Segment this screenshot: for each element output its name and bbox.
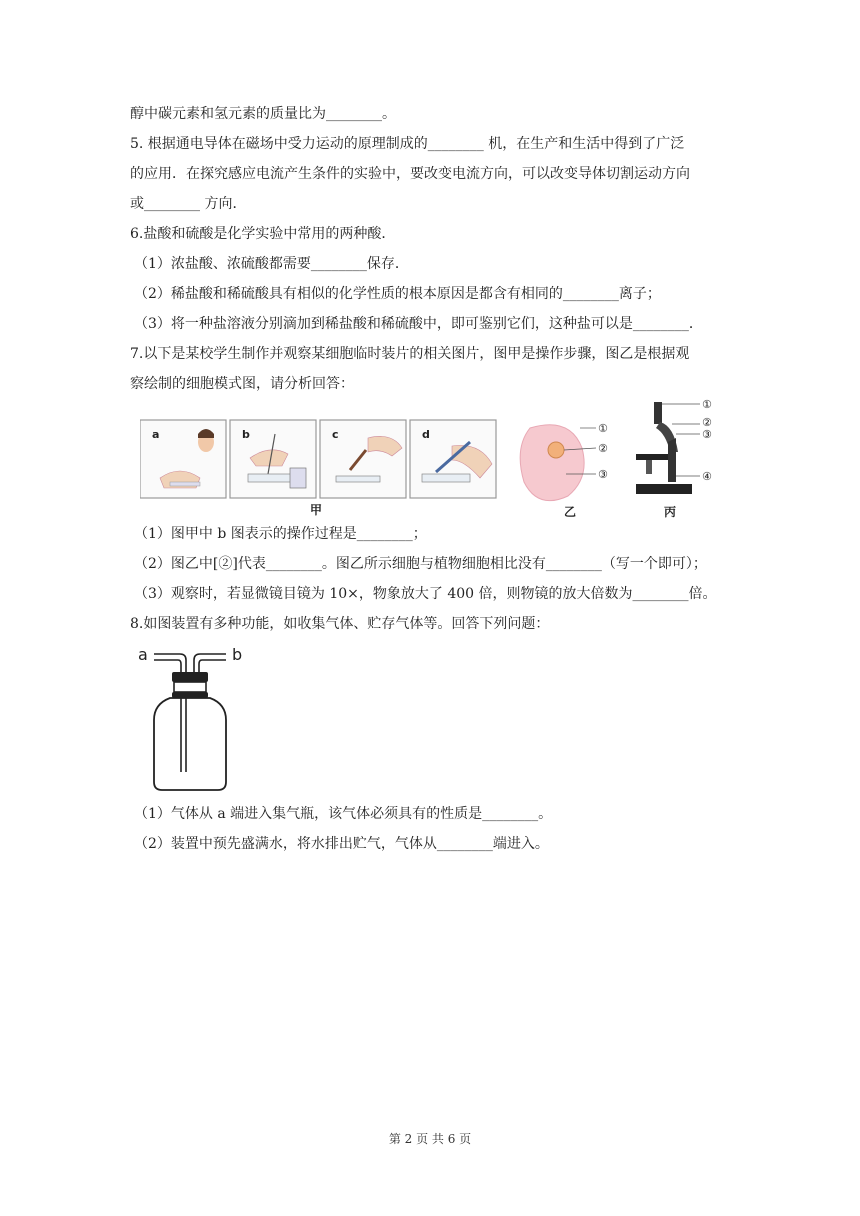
panel-a	[140, 420, 226, 498]
q8-stem: 8.如图装置有多种功能，如收集气体、贮存气体等。回答下列问题：	[130, 616, 550, 632]
figure-bing-label: 丙	[664, 505, 677, 519]
figure7	[140, 398, 740, 520]
figure8-gas-bottle	[130, 640, 260, 800]
microscope-marker-2: ②	[702, 416, 712, 429]
q7-part1: （1）图甲中 b 图表示的操作过程是________；	[134, 526, 427, 542]
microscope-diagram	[636, 398, 712, 494]
q4-continuation: 醇中碳元素和氢元素的质量比为________。	[130, 106, 396, 122]
cell-marker-1: ①	[598, 422, 608, 435]
q6-stem: 6.盐酸和硫酸是化学实验中常用的两种酸．	[130, 226, 396, 242]
q7-part3: （3）观察时，若显微镜目镜为 10×，物象放大了 400 倍，则物镜的放大倍数为________倍。	[134, 586, 717, 602]
q7-stem-line2: 察绘制的细胞模式图，请分析回答：	[130, 376, 354, 392]
panel-a-label: a	[152, 428, 160, 441]
page-footer: 第 2 页 共 6 页	[388, 1132, 472, 1146]
figure-jia-label: 甲	[310, 503, 323, 517]
panel-d	[410, 420, 496, 498]
q8-part1: （1）气体从 a 端进入集气瓶，该气体必须具有的性质是________。	[134, 806, 553, 822]
microscope-marker-3: ③	[702, 428, 712, 441]
microscope-marker-4: ④	[702, 470, 712, 483]
bottle-label-a: a	[138, 645, 148, 664]
bottle-label-b: b	[232, 645, 243, 664]
panel-b	[230, 420, 316, 498]
q8-part2: （2）装置中预先盛满水，将水排出贮气，气体从________端进入。	[134, 836, 549, 852]
q6-part1: （1）浓盐酸、浓硫酸都需要________保存．	[134, 256, 409, 272]
panel-d-label: d	[422, 428, 430, 441]
panel-c-label: c	[332, 428, 339, 441]
cell-diagram	[520, 422, 608, 501]
q5-line2: 的应用．在探究感应电流产生条件的实验中，要改变电流方向，可以改变导体切割运动方向	[130, 166, 690, 182]
panel-b-label: b	[242, 428, 250, 441]
q6-part3: （3）将一种盐溶液分别滴加到稀盐酸和稀硫酸中，即可鉴别它们，这种盐可以是________．	[134, 316, 703, 332]
q5-line1: 5. 根据通电导体在磁场中受力运动的原理制成的________ 机，在生产和生活中得到了广泛	[130, 136, 685, 152]
cell-marker-3: ③	[598, 468, 608, 481]
cell-marker-2: ②	[598, 442, 608, 455]
q7-stem-line1: 7.以下是某校学生制作并观察某细胞临时装片的相关图片，图甲是操作步骤，图乙是根据观	[130, 346, 690, 362]
microscope-marker-1: ①	[702, 398, 712, 411]
q7-part2: （2）图乙中[②]代表________。图乙所示细胞与植物细胞相比没有________（写一个即可）；	[134, 556, 707, 572]
q6-part2: （2）稀盐酸和稀硫酸具有相似的化学性质的根本原因是都含有相同的________离子；	[134, 286, 661, 302]
figure-yi-label: 乙	[564, 505, 577, 519]
q5-line3: 或________ 方向．	[130, 196, 247, 212]
panel-c	[320, 420, 406, 498]
